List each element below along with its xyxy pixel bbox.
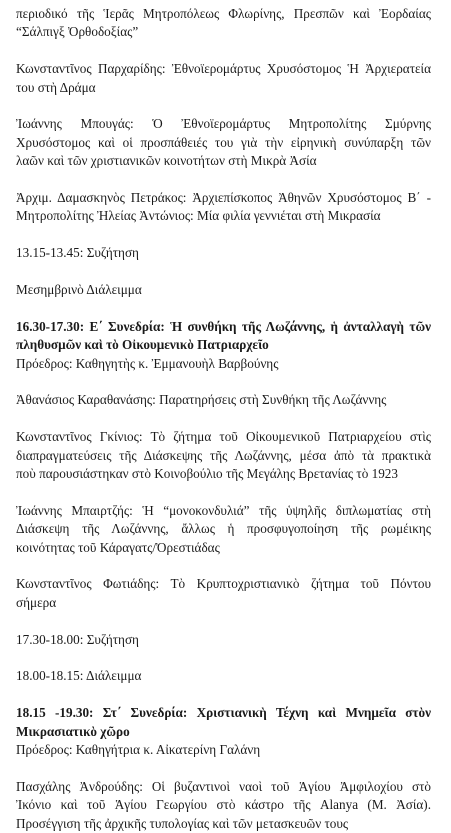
text-line: Προσέγγιση τῆς ἀρχικῆς τυπολογίας καὶ τῶν μετασκευῶν τους — [16, 815, 349, 831]
text-line: Ἰωάννης Μπουγάς: Ὁ Ἐθνοϊερομάρτυς Μητροπολίτης Σμύρνης — [16, 116, 431, 132]
time-discussion: 13.15-13.45: Συζήτηση — [16, 245, 139, 261]
text-line: κοινότητας τοῦ Κάραγατς/Ὀρεστιάδας — [16, 539, 220, 555]
text-line: λαῶν καὶ τῶν χριστιανικῶν κοινοτήτων στὴ Μικρὰ Ἀσία — [16, 153, 317, 169]
text-line: σήμερα — [16, 594, 57, 610]
text-line: Κωνσταντῖνος Φωτιάδης: Τὸ Κρυπτοχριστιανικὸ ζήτημα τοῦ Πόντου — [16, 576, 431, 592]
session-title: 16.30-17.30: Ε΄ Συνεδρία: Ἡ συνθήκη τῆς Λωζάννης, ἡ ἀνταλλαγὴ τῶν — [16, 318, 431, 334]
text-line: Κωνσταντῖνος Παρχαρίδης: Ἐθνοϊερομάρτυς Χρυσόστομος Ἡ Ἀρχιερατεία — [16, 61, 431, 77]
text-line: Διάσκεψη τῆς Λωζάννης, ἄλλως ἡ προσφυγοποίηση τῆς ρωμέικης — [16, 521, 431, 537]
text-line: Κωνσταντῖνος Γκίνιος: Τὸ ζήτημα τοῦ Οἰκουμενικοῦ Πατριαρχείου στὶς — [16, 429, 431, 445]
session-title: πληθυσμῶν καὶ τὸ Οἰκουμενικὸ Πατριαρχεῖο — [16, 337, 269, 353]
text-line: Χρυσόστομος καὶ οἱ προσπάθειές του γιὰ τὴν εἰρηνικὴ συνύπαρξη τῶν — [16, 134, 431, 150]
time-discussion: 17.30-18.00: Συζήτηση — [16, 631, 139, 647]
text-line: Μητροπολίτης Ἠλείας Ἀντώνιος: Μία φιλία γεννιέται στὴ Μικρασία — [16, 208, 381, 224]
text-line: Ἀρχιμ. Δαμασκηνὸς Πετράκος: Ἀρχιεπίσκοπος Ἀθηνῶν Χρυσόστομος Β΄ - — [16, 190, 431, 206]
text-line: Πασχάλης Ἀνδρούδης: Οἱ βυζαντινοὶ ναοὶ τοῦ Ἁγίου Ἀμφιλοχίου στὸ — [16, 778, 431, 794]
break-label: Μεσημβρινὸ Διάλειμμα — [16, 282, 142, 298]
text-line: του στὴ Δράμα — [16, 79, 96, 95]
break-label: 18.00-18.15: Διάλειμμα — [16, 668, 142, 684]
session-title: 18.15 -19.30: Στ΄ Συνεδρία: Χριστιανικὴ Τέχνη καὶ Μνημεῖα στὸν — [16, 705, 431, 721]
text-line: διαπραγματεύσεις τῆς Διάσκεψης τῆς Λωζάννης, μέσα ἀπὸ τὰ πρακτικὰ — [16, 447, 431, 463]
text-line: περιοδικό τῆς Ἱερᾶς Μητροπόλεως Φλωρίνης, Πρεσπῶν καὶ Ἐορδαίας — [16, 6, 431, 21]
text-line: Ἰκόνιο καὶ τοῦ Ἁγίου Γεωργίου στὸ κάστρο τῆς Alanya (Μ. Ἀσία). — [16, 797, 431, 813]
text-line: “Σάλπιγξ Ὀρθοδοξίας” — [16, 24, 139, 40]
session-chair: Πρόεδρος: Καθηγητὴς κ. Ἐμμανουὴλ Βαρβούνης — [16, 355, 279, 371]
text-line: Ἰωάννης Μπαιρτζής: Ἡ “μονοκονδυλιά” τῆς ὑψηλῆς διπλωματίας στὴ — [16, 502, 431, 518]
session-chair: Πρόεδρος: Καθηγήτρια κ. Αἰκατερίνη Γαλάνη — [16, 742, 261, 758]
text-line: Ἀθανάσιος Καραθανάσης: Παρατηρήσεις στὴ Συνθήκη τῆς Λωζάννης — [16, 392, 387, 408]
session-title: Μικρασιατικὸ χῶρο — [16, 723, 130, 739]
text-line: ποὺ παρουσιάστηκαν στὸ Κοινοβούλιο τῆς Μεγάλης Βρετανίας τὸ 1923 — [16, 466, 398, 482]
